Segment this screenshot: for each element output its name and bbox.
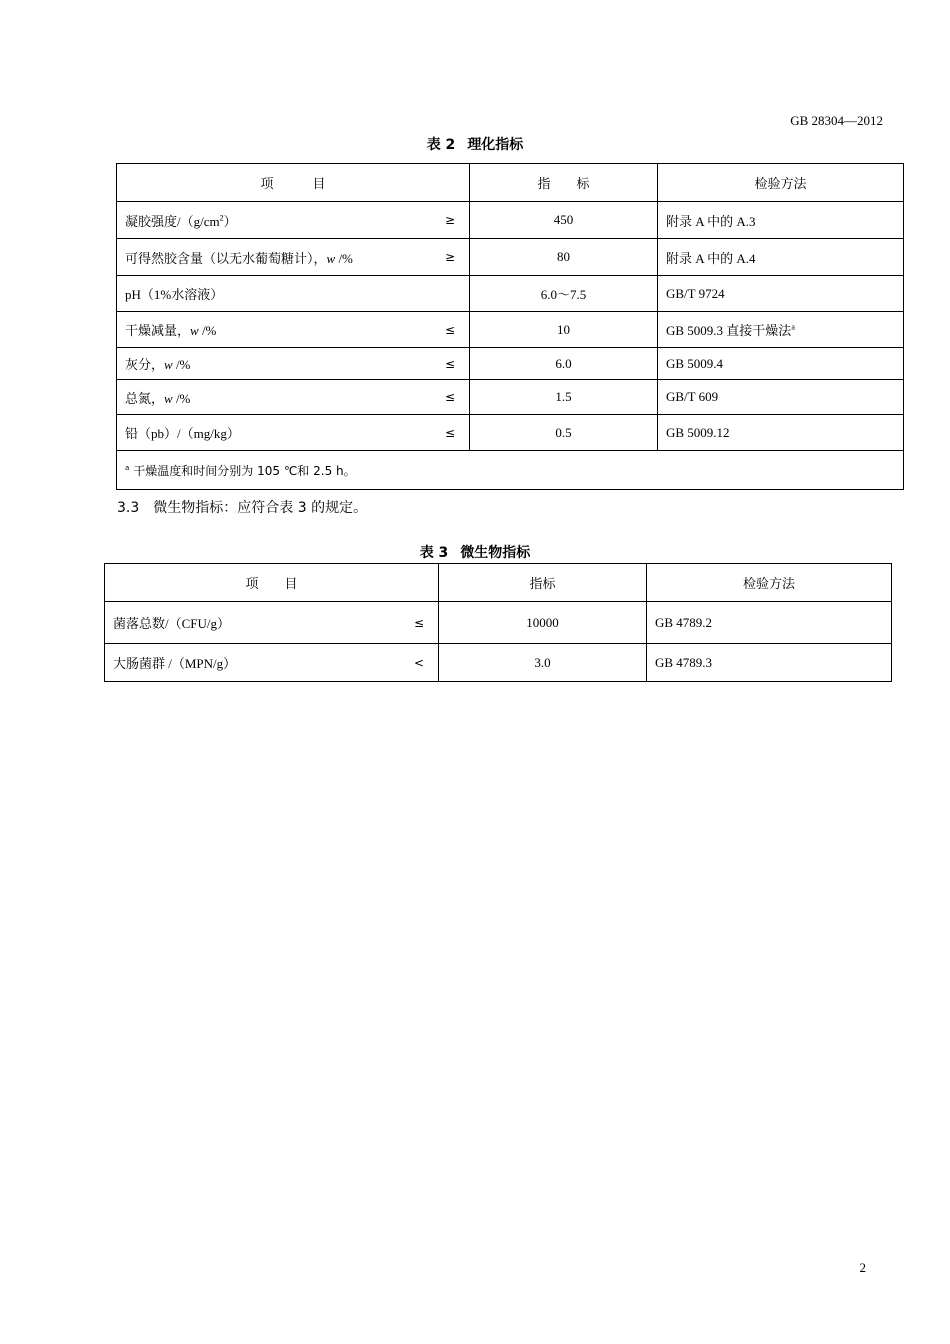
item-label: 总氮，	[125, 390, 165, 406]
table2-item-cell	[117, 380, 470, 415]
item-unit: /%	[198, 323, 217, 338]
test-method: GB/T 609	[658, 380, 904, 415]
table-row	[105, 644, 892, 682]
item-label: 大肠菌群 /（MPN/g）	[113, 656, 237, 671]
index-value: 450	[470, 202, 658, 239]
index-value: 6.0～7.5	[470, 276, 658, 312]
standard-code: GB 28304—2012	[790, 113, 883, 128]
table2-item-cell	[117, 202, 470, 239]
table-row	[117, 380, 904, 415]
test-method: GB/T 9724	[658, 276, 904, 312]
section-number: 3.3	[117, 500, 140, 516]
table2-item-cell	[117, 312, 470, 348]
item-label: 可得然胶含量（以无水葡萄糖计），	[125, 250, 327, 266]
table3-item-cell	[105, 644, 439, 682]
index-value: 6.0	[470, 348, 658, 380]
comparison-operator: ≤	[444, 356, 455, 371]
table-row	[117, 202, 904, 239]
mass-fraction-symbol: w	[190, 323, 199, 338]
table2-item-cell	[117, 415, 470, 451]
index-value: 10	[470, 312, 658, 348]
table2-header-item: 项 目	[117, 164, 470, 202]
comparison-operator: ≤	[444, 425, 455, 440]
table2-item-cell	[117, 276, 470, 312]
table2-caption-title: 理化指标	[467, 137, 524, 153]
item-label: 灰分，	[125, 357, 165, 372]
footnote-mark: a	[125, 463, 130, 472]
mass-fraction-symbol: w	[164, 357, 173, 372]
table-row	[117, 348, 904, 380]
footnote-text: 干燥温度和时间分别为 105 ℃和 2.5 h。	[133, 463, 356, 478]
test-method: 附录 A 中的 A.3	[658, 202, 904, 239]
table2-header-method: 检验方法	[658, 164, 904, 202]
index-value: 10000	[439, 602, 647, 644]
test-method: GB 4789.3	[647, 644, 892, 682]
table3-header-method: 检验方法	[647, 564, 892, 602]
comparison-operator: ≤	[444, 322, 455, 337]
table3-header-index: 指标	[439, 564, 647, 602]
table2-caption-number: 表 2	[426, 137, 456, 153]
item-label: 干燥减量，	[125, 323, 191, 338]
mass-fraction-symbol: w	[164, 390, 173, 406]
table3-caption-title: 微生物指标	[460, 545, 531, 561]
mass-fraction-symbol: w	[326, 250, 336, 266]
test-method: GB 5009.4	[658, 348, 904, 380]
table-row	[117, 276, 904, 312]
table3-caption-number: 表 3	[419, 545, 449, 561]
item-unit: /%	[335, 250, 353, 266]
comparison-operator: ≥	[444, 213, 455, 227]
item-label: 铅（pb）/（mg/kg）	[125, 426, 240, 441]
item-unit: /%	[172, 390, 191, 406]
test-method: 附录 A 中的 A.4	[658, 239, 904, 276]
comparison-operator: ≤	[413, 615, 424, 630]
table-row	[105, 602, 892, 644]
comparison-operator: <	[413, 655, 424, 670]
test-method: GB 5009.12	[658, 415, 904, 451]
table3-header-item: 项 目	[105, 564, 439, 602]
table3-caption	[0, 542, 950, 562]
table2-header-index: 指 标	[470, 164, 658, 202]
index-value: 3.0	[439, 644, 647, 682]
table2-item-cell	[117, 348, 470, 380]
item-label: 菌落总数/（CFU/g）	[113, 616, 231, 631]
index-value: 1.5	[470, 380, 658, 415]
table-row	[117, 239, 904, 276]
section-text: 微生物指标：应符合表 3 的规定。	[153, 500, 368, 516]
table2-footnote	[117, 451, 904, 490]
footnote-reference: a	[791, 322, 795, 332]
table-row	[117, 415, 904, 451]
table2-caption	[0, 134, 950, 154]
table3-header-row	[105, 564, 892, 602]
test-method: GB 5009.3 直接干燥法	[666, 323, 792, 338]
index-value: 80	[470, 239, 658, 276]
comparison-operator: ≥	[444, 250, 455, 264]
test-method: GB 4789.2	[647, 602, 892, 644]
page-number: 2	[859, 1260, 866, 1275]
table2-header-row	[117, 164, 904, 202]
table2-item-cell	[117, 239, 470, 276]
test-method-cell	[658, 312, 904, 348]
table3	[104, 563, 892, 682]
item-superscript: 2	[219, 213, 224, 223]
item-label: pH（1%水溶液）	[125, 287, 224, 302]
table-row	[117, 312, 904, 348]
table2	[116, 163, 904, 490]
table2-footnote-row	[117, 451, 904, 490]
item-label: 凝胶强度/（g/cm	[125, 213, 220, 229]
item-unit: /%	[172, 357, 191, 372]
comparison-operator: ≤	[444, 390, 455, 404]
section-3-3	[117, 497, 367, 517]
table3-item-cell	[105, 602, 439, 644]
index-value: 0.5	[470, 415, 658, 451]
item-label-tail: ）	[223, 213, 237, 229]
